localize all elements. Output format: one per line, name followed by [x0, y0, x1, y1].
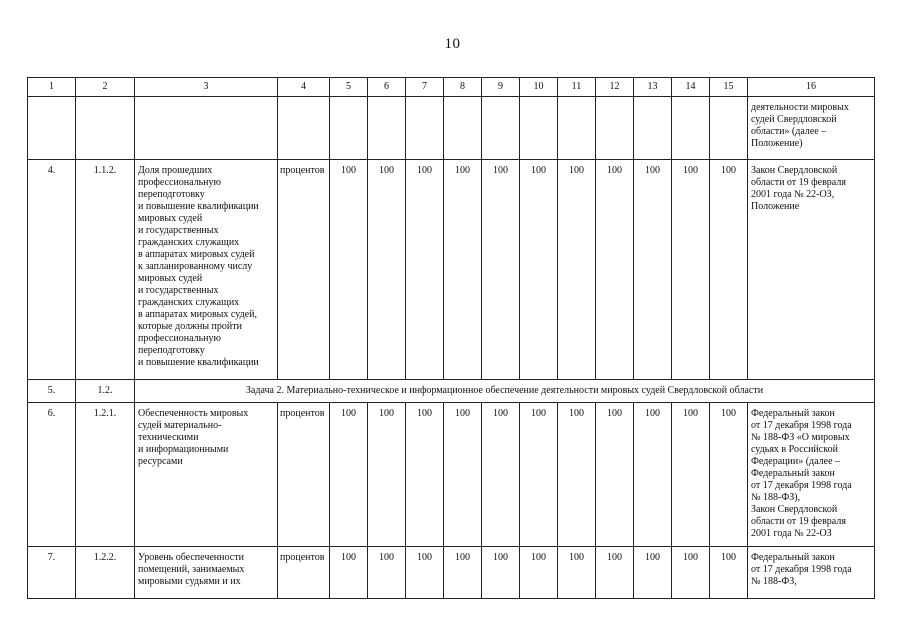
header-cell-5: 5: [330, 78, 368, 97]
cell-empty: [135, 97, 278, 160]
cell-value: 100: [368, 403, 406, 547]
cell-value: 100: [482, 547, 520, 599]
cell-value: 100: [634, 160, 672, 380]
cell-value: 100: [558, 403, 596, 547]
header-cell-13: 13: [634, 78, 672, 97]
cell-code: 1.2.2.: [76, 547, 135, 599]
cell-source: Федеральный закон от 17 декабря 1998 года № 188-ФЗ «О мировых судьях в Российской Федерации» (далее – Федеральный закон от 17 декабря 1998 года № 188-ФЗ), Закон Свердловской области от 19 февраля 2001 года № 22-ОЗ: [748, 403, 875, 547]
cell-value: 100: [368, 160, 406, 380]
cell-task-title: Задача 2. Материально-техническое и информационное обеспечение деятельности мировых судей Свердловской области: [135, 380, 875, 403]
cell-empty: [520, 97, 558, 160]
table-row-continuation: [28, 97, 875, 160]
table-row: [28, 160, 875, 380]
header-cell-15: 15: [710, 78, 748, 97]
header-cell-7: 7: [406, 78, 444, 97]
cell-value: 100: [406, 160, 444, 380]
header-cell-8: 8: [444, 78, 482, 97]
cell-empty: [596, 97, 634, 160]
cell-source: Федеральный закон от 17 декабря 1998 года № 188-ФЗ,: [748, 547, 875, 599]
table-row: [28, 403, 875, 547]
header-cell-1: 1: [28, 78, 76, 97]
cell-value: 100: [672, 547, 710, 599]
cell-empty: [672, 97, 710, 160]
cell-value: 100: [444, 547, 482, 599]
cell-value: 100: [558, 547, 596, 599]
cell-value: 100: [482, 403, 520, 547]
cell-value: 100: [444, 160, 482, 380]
cell-empty: [406, 97, 444, 160]
cell-value: 100: [596, 160, 634, 380]
header-cell-3: 3: [135, 78, 278, 97]
cell-value: 100: [634, 403, 672, 547]
cell-row-number: 4.: [28, 160, 76, 380]
cell-indicator: Доля прошедших профессиональную переподготовку и повышение квалификации мировых судей и государственных гражданских служащих в аппаратах мировых судей к запланированному числу мировых судей и государственных гражданских служащих в аппаратах мировых судей, которые должны пройти профессиональную переподготовку и повышение квалификации: [135, 160, 278, 380]
cell-value: 100: [710, 547, 748, 599]
cell-unit: процентов: [278, 403, 330, 547]
cell-source-continuation: деятельности мировых судей Свердловской области» (далее – Положение): [748, 97, 875, 160]
cell-value: 100: [520, 160, 558, 380]
header-cell-12: 12: [596, 78, 634, 97]
header-cell-6: 6: [368, 78, 406, 97]
cell-empty: [76, 97, 135, 160]
cell-value: 100: [672, 403, 710, 547]
cell-value: 100: [710, 160, 748, 380]
cell-indicator: Обеспеченность мировых судей материально- техническими и информационными ресурсами: [135, 403, 278, 547]
cell-value: 100: [330, 160, 368, 380]
cell-empty: [368, 97, 406, 160]
page-number: 10: [444, 36, 461, 52]
cell-row-number: 6.: [28, 403, 76, 547]
cell-code: 1.1.2.: [76, 160, 135, 380]
cell-empty: [278, 97, 330, 160]
cell-value: 100: [482, 160, 520, 380]
cell-value: 100: [330, 403, 368, 547]
cell-row-number: 7.: [28, 547, 76, 599]
cell-empty: [710, 97, 748, 160]
cell-empty: [330, 97, 368, 160]
indicators-table: [27, 77, 875, 599]
header-cell-2: 2: [76, 78, 135, 97]
cell-code: 1.2.1.: [76, 403, 135, 547]
cell-value: 100: [520, 403, 558, 547]
table-row-task: [28, 380, 875, 403]
cell-row-number: 5.: [28, 380, 76, 403]
cell-empty: [558, 97, 596, 160]
cell-empty: [444, 97, 482, 160]
cell-empty: [634, 97, 672, 160]
cell-source: Закон Свердловской области от 19 февраля 2001 года № 22-ОЗ, Положение: [748, 160, 875, 380]
cell-value: 100: [520, 547, 558, 599]
cell-value: 100: [710, 403, 748, 547]
cell-empty: [482, 97, 520, 160]
cell-value: 100: [444, 403, 482, 547]
header-cell-10: 10: [520, 78, 558, 97]
cell-value: 100: [330, 547, 368, 599]
cell-value: 100: [596, 403, 634, 547]
table-header-row: [28, 78, 875, 97]
cell-value: 100: [672, 160, 710, 380]
cell-value: 100: [558, 160, 596, 380]
header-cell-9: 9: [482, 78, 520, 97]
cell-value: 100: [596, 547, 634, 599]
cell-unit: процентов: [278, 160, 330, 380]
cell-unit: процентов: [278, 547, 330, 599]
cell-code: 1.2.: [76, 380, 135, 403]
table-row: [28, 547, 875, 599]
cell-value: 100: [406, 547, 444, 599]
cell-value: 100: [406, 403, 444, 547]
header-cell-16: 16: [748, 78, 875, 97]
cell-indicator: Уровень обеспеченности помещений, занимаемых мировыми судьями и их: [135, 547, 278, 599]
header-cell-11: 11: [558, 78, 596, 97]
cell-empty: [28, 97, 76, 160]
cell-value: 100: [634, 547, 672, 599]
cell-value: 100: [368, 547, 406, 599]
header-cell-4: 4: [278, 78, 330, 97]
header-cell-14: 14: [672, 78, 710, 97]
